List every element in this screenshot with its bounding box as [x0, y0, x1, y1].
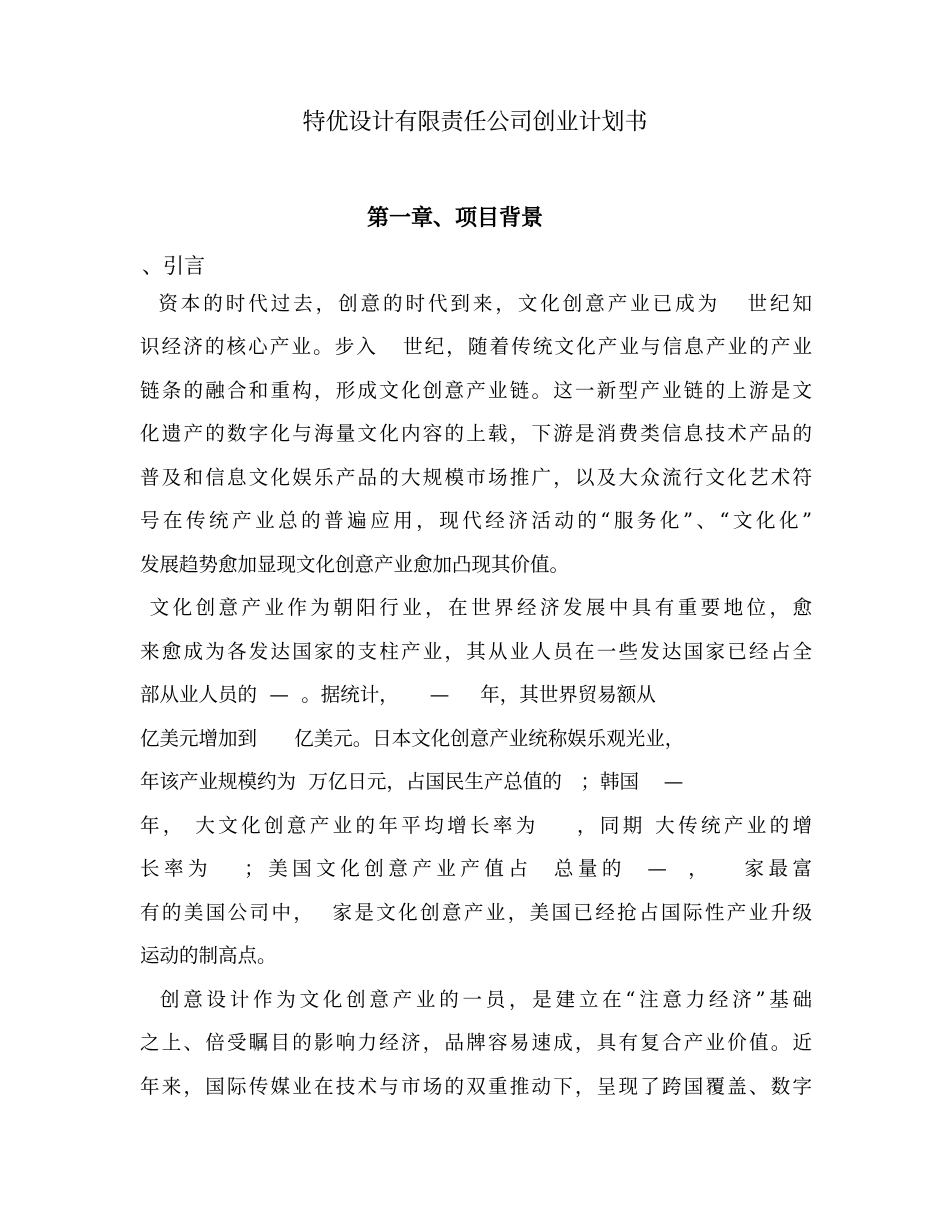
body-line: 普及和信息文化娱乐产品的大规模市场推广，以及大众流行文化艺术符	[140, 466, 812, 489]
document-title: 特优设计有限责任公司创业计划书	[302, 109, 648, 135]
body-line: 资本的时代过去，创意的时代到来，文化创意产业已成为 世纪知	[140, 292, 812, 315]
body-line: 发展趋势愈加显现文化创意产业愈加凸现其价值。	[140, 553, 570, 576]
body-line: 号在传统产业总的普遍应用，现代经济活动的“服务化”、“文化化”	[140, 509, 812, 532]
body-line: 有的美国公司中， 家是文化创意产业，美国已经抢占国际性产业升级	[140, 901, 812, 924]
body-line: 化遗产的数字化与海量文化内容的上载，下游是消费类信息技术产品的	[140, 422, 812, 445]
body-line: 部从业人员的 — 。据统计， — 年，其世界贸易额从	[140, 683, 656, 706]
chapter-title: 第一章、项目背景	[366, 206, 543, 231]
body-line: 创意设计作为文化创意产业的一员，是建立在“注意力经济”基础	[140, 988, 812, 1011]
body-line: 之上、倍受瞩目的影响力经济，品牌容易速成，具有复合产业价值。近	[140, 1031, 812, 1054]
body-line: 年， 大文化创意产业的年平均增长率为 ，同期 大传统产业的增	[140, 814, 812, 837]
body-line: 长率为 ；美国文化创意产业产值占 总量的 — ， 家最富	[140, 857, 812, 880]
section-title: 、引言	[142, 254, 205, 278]
body-line: 运动的制高点。	[140, 944, 277, 967]
body-line: 链条的融合和重构，形成文化创意产业链。这一新型产业链的上游是文	[140, 379, 812, 402]
body-line: 识经济的核心产业。步入 世纪，随着传统文化产业与信息产业的产业	[140, 335, 812, 358]
body-line: 年来，国际传媒业在技术与市场的双重推动下，呈现了跨国覆盖、数字	[140, 1075, 812, 1098]
body-line: 来愈成为各发达国家的支柱产业，其从业人员在一些发达国家已经占全	[140, 640, 812, 663]
body-line: 亿美元增加到 亿美元。日本文化创意产业统称娱乐观光业，	[140, 727, 685, 750]
body-line: 文化创意产业作为朝阳行业，在世界经济发展中具有重要地位，愈	[140, 596, 812, 619]
body-line: 年该产业规模约为 万亿日元，占国民生产总值的 ；韩国 —	[140, 770, 684, 793]
